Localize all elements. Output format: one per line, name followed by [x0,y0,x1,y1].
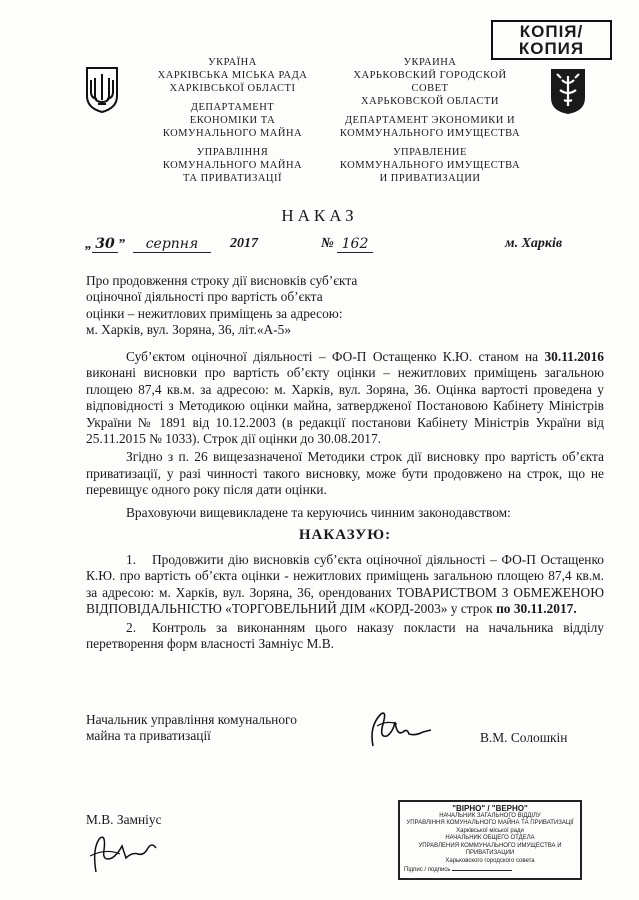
subject-block [86,273,406,339]
copy-stamp [491,20,612,60]
paragraph-1 [86,349,604,447]
verified-stamp-line-4: НАЧАЛЬНИК ОБЩЕГО ОТДЕЛА [445,835,535,841]
order-word: НАКАЗУЮ: [298,527,392,544]
department-ru-1: ДЕПАРТАМЕНТ ЭКОНОМИКИ И [344,115,516,126]
order-item-1 [86,552,604,618]
paragraph-1-rest: виконані висновки про вартість об’єкту оцінки – нежитлових приміщень загальною площею 87,4 кв.м. за адресою: м. Харків, вул. Зоряна, 36. Оцінка вартості проведена у відповідності з Методикою оцінки майна, затвердженої Постановою Кабінету Міністрів України № 1891 від 10.12.2003 (в редакції постанови Кабінету Міністрів України від 25.11.2015 № 1033). Строк дії оцінки до 30.08.2017. [86,365,604,447]
subject-line-2: оціночної діяльності про вартість об’єкта [86,289,323,305]
region-ru: ХАРЬКОВСКОЙ ОБЛАСТИ [361,96,499,107]
order-item-1-deadline: по 30.11.2017. [496,601,577,617]
country-ua: УКРАЇНА [208,57,257,68]
council-ua: ХАРКІВСЬКА МІСЬКА РАДА [157,70,308,81]
order-item-2 [86,620,604,653]
department-ua-2: ЕКОНОМІКИ ТА [189,115,276,126]
date-month: серпня [133,236,211,253]
office-ua-3: ТА ПРИВАТИЗАЦІЇ [182,173,283,184]
coat-of-arms-left [85,66,119,114]
date-year: 2017 [230,236,258,251]
council-ru-2: СОВЕТ [411,83,449,94]
subject-line-3: оцінки – нежитлових приміщень за адресою: [86,305,343,321]
order-number-prefix: № [321,236,334,251]
verified-stamp-sign-label: Підпис / подпись [404,867,451,873]
paragraph-1-start: Суб’єктом оціночної діяльності – ФО-П Остащенко К.Ю. станом на [126,349,539,364]
verified-stamp-sign-line [452,870,512,871]
paragraph-3: Враховуючи вищевикладене та керуючись чинним законодавством: [126,504,511,520]
order-item-1-text: Продовжити дію висновків суб’єкта оціночної діяльності – ФО-П Остащенко К.Ю. про вартість об’єкта оцінки - нежитлових приміщень загальною площею 87,4 кв.м. за адресою: м. Харків, вул. Зоряна, 36, орендованих ТОВАРИСТВОМ З ОБМЕЖЕНОЮ ВІДПОВІДАЛЬНІСТЮ «ТОРГОВЕЛЬНИЙ ДІМ «КОРД-2003» у строк [86,552,604,617]
order-number: 162 [337,236,373,253]
signature-position-line-1: Начальник управління комунального [86,712,297,727]
department-ua-1: ДЕПАРТАМЕНТ [190,102,275,113]
copy-stamp-line-1: КОПІЯ/ [519,22,584,41]
office-ru-3: И ПРИВАТИЗАЦИИ [379,173,481,184]
signature-position-line-2: майна та приватизації [86,728,211,743]
office-ua-2: КОМУНАЛЬНОГО МАЙНА [162,160,303,171]
order-item-2-number: 2. [126,619,137,635]
header-left [140,56,325,185]
verified-stamp [398,800,582,880]
council-ru-1: ХАРЬКОВСКИЙ ГОРОДСКОЙ [353,70,507,81]
verified-stamp-line-6: Харьковского городского совета [445,857,535,864]
executor-signature [86,828,166,878]
document-title: НАКАЗ [281,206,358,225]
office-ru-2: КОММУНАЛЬНОГО ИМУЩЕСТВА [339,160,521,171]
paragraph-2: Згідно з п. 26 вищезазначеної Методики строк дії висновку про вартість об’єкта приватизації, у разі чинності такого висновку, може бути продовжено на строк, що не перевищує одного року після дати оцінки. [86,449,604,498]
copy-stamp-line-2: КОПИЯ [518,39,585,58]
city-emblem-right [548,66,588,116]
order-item-2-text: Контроль за виконанням цього наказу покласти на начальника відділу перетворення форм власності Замніус М.В. [86,619,604,652]
department-ru-2: КОММУНАЛЬНОГО ИМУЩЕСТВА [339,128,521,139]
subject-line-1: Про продовження строку дії висновків суб’єкта [86,273,358,288]
order-item-1-number: 1. [126,552,137,568]
office-ua-1: УПРАВЛІННЯ [196,147,269,158]
region-ua: ХАРКІВСЬКОЇ ОБЛАСТІ [169,83,296,94]
handwritten-signature [365,706,435,756]
verified-stamp-line-1: НАЧАЛЬНИК ЗАГАЛЬНОГО ВІДДІЛУ [439,812,541,819]
verified-stamp-line-3: Харківської міської ради [456,827,524,834]
office-ru-1: УПРАВЛЕНИЕ [393,147,467,158]
body [86,349,604,653]
country-ru: УКРАИНА [403,57,457,68]
subject-line-4: м. Харків, вул. Зоряна, 36, літ.«А-5» [86,322,292,338]
executor-name: М.В. Замніус [86,812,162,827]
dateline: „ 30 ” серпня 2017 № 162 м. Харків [85,236,563,252]
signature-position [86,712,346,744]
verified-stamp-line-2: УПРАВЛІННЯ КОМУНАЛЬНОГО МАЙНА ТА ПРИВАТИЗАЦІЇ [406,820,574,826]
verified-stamp-line-5: УПРАВЛЕНИЯ КОММУНАЛЬНОГО ИМУЩЕСТВА И ПРИВАТИЗАЦИИ [418,842,562,856]
date-day: 30 [92,236,118,253]
header-right [325,56,535,185]
department-ua-3: КОМУНАЛЬНОГО МАЙНА [162,128,303,139]
place: м. Харків [505,236,563,251]
paragraph-1-date: 30.11.2016 [544,349,604,364]
signature-name: В.М. Солошкін [480,730,568,745]
verified-stamp-title: "ВІРНО" / "ВЕРНО" [452,804,528,813]
